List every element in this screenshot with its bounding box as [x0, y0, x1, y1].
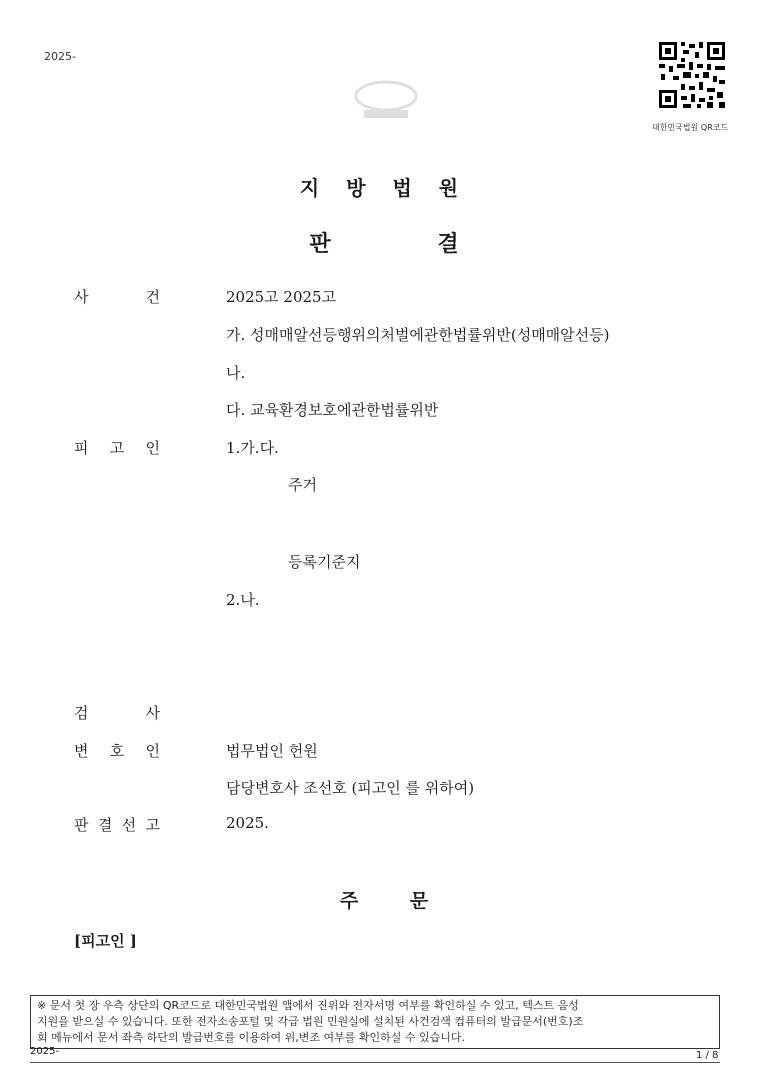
case-numbers: 2025고 2025고 [226, 288, 337, 306]
notice-line: 회 메뉴에서 문서 좌측 하단의 발급번호를 이용하여 위,변조 여부를 확인하실 수 있습니다. [37, 1031, 465, 1044]
counsel-attorney: 담당변호사 조선호 (피고인 를 위하여) [226, 779, 475, 797]
main-text-title: 주 문 [339, 890, 429, 912]
case-label: 사 건 [74, 288, 160, 306]
defendant-address-label: 주거 [288, 476, 317, 494]
qr-code-label: 대한민국법원 QR코드 [652, 123, 729, 132]
judgment-title-right: 결 [437, 231, 459, 257]
notice-line: ※ 문서 첫 장 우측 상단의 QR코드로 대한민국법원 앱에서 진위와 전자서명 여부를 확인하실 수 있고, 텍스트 음성 [37, 999, 579, 1012]
sentencing-label: 판 결 선 고 [74, 816, 160, 834]
qr-code-icon[interactable] [657, 40, 727, 110]
counsel-label: 변 호 인 [74, 742, 160, 760]
case-charge-ga: 가. 성매매알선등행위의처벌에관한법률위반(성매매알선등) [226, 326, 610, 344]
case-charge-na: 나. [226, 364, 246, 382]
document-number: 2025- [44, 50, 76, 63]
case-charge-da: 다. 교육환경보호에관한법률위반 [226, 401, 439, 419]
sentencing-date: 2025. [226, 814, 269, 832]
counsel-firm: 법무법인 헌원 [226, 742, 318, 760]
footer-divider [30, 1062, 720, 1063]
defendant-first: 1.가.다. [226, 439, 279, 457]
defendant-registered-label: 등록기준지 [288, 553, 361, 571]
verification-notice [30, 995, 720, 1049]
notice-line: 지원을 받으실 수 있습니다. 또한 전자소송포털 및 각급 법원 민원실에 설치된 사건검색 컴퓨터의 발급문서(번호)조 [37, 1015, 584, 1028]
judgment-title-left: 판 [309, 231, 331, 257]
judgment-title [0, 227, 768, 258]
court-emblem-watermark [346, 74, 426, 124]
issue-number: 2025- [30, 1046, 60, 1057]
page-number: 1 / 8 [696, 1050, 719, 1061]
prosecutor-label: 검 사 [74, 704, 160, 722]
defendant-second: 2.나. [226, 591, 260, 609]
defendant-tag: [피고인 ] [74, 932, 137, 950]
defendant-label: 피 고 인 [74, 439, 160, 457]
court-name: 지 방 법 원 [299, 176, 469, 200]
